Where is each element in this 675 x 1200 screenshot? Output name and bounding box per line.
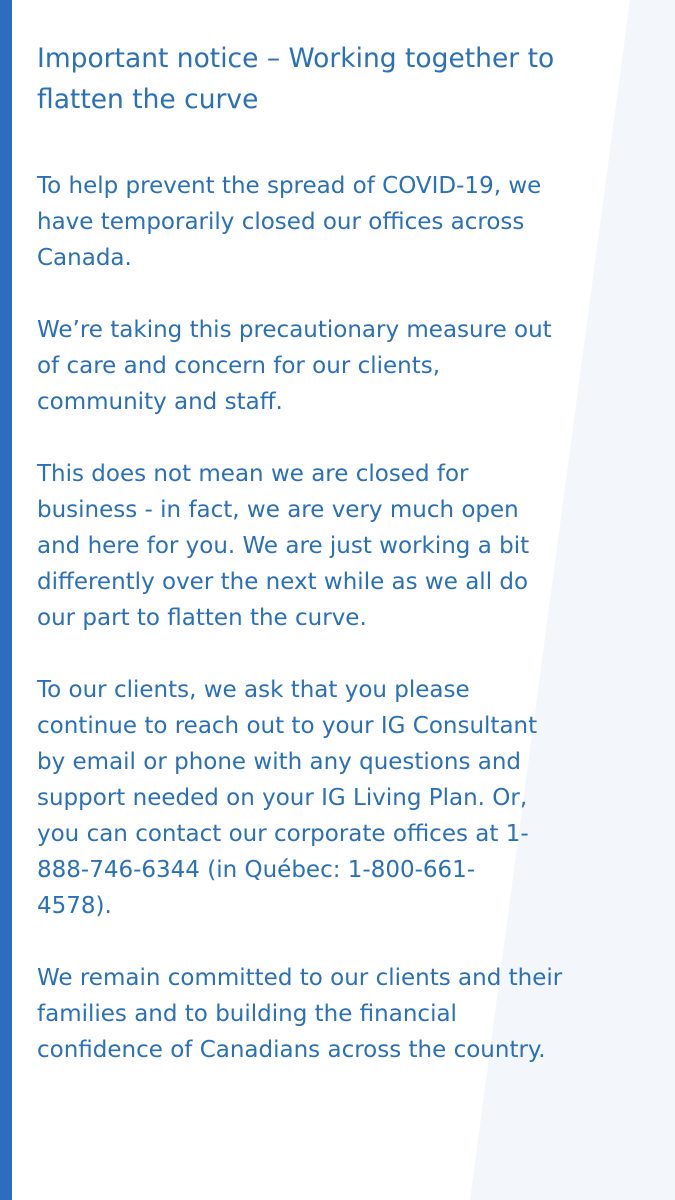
- notice-paragraph-3: This does not mean we are closed for business - in fact, we are very much open and here for you. We are just working a bit differently over the next while as we all do our part to flatten the curve.: [37, 461, 530, 631]
- notice-paragraph-1: To help prevent the spread of COVID-19, we have temporarily closed our offices across Canada.: [37, 173, 542, 271]
- notice-paragraph-2: We’re taking this precautionary measure out of care and concern for our clients, community and staff.: [37, 317, 552, 415]
- left-accent-bar: [0, 0, 12, 1200]
- notice-paragraph-4: To our clients, we ask that you please continue to reach out to your IG Consultant by email or phone with any questions and support needed on your IG Living Plan. Or, you can contact our corporate offices at 1- 888-746-6344 (in Québec: 1-800-661- 4578).: [37, 677, 538, 919]
- notice-content: [37, 38, 647, 1104]
- notice-paragraph-5: We remain committed to our clients and their families and to building the financial confidence of Canadians across the country.: [37, 965, 563, 1063]
- notice-title: Important notice – Working together to flatten the curve: [37, 43, 555, 115]
